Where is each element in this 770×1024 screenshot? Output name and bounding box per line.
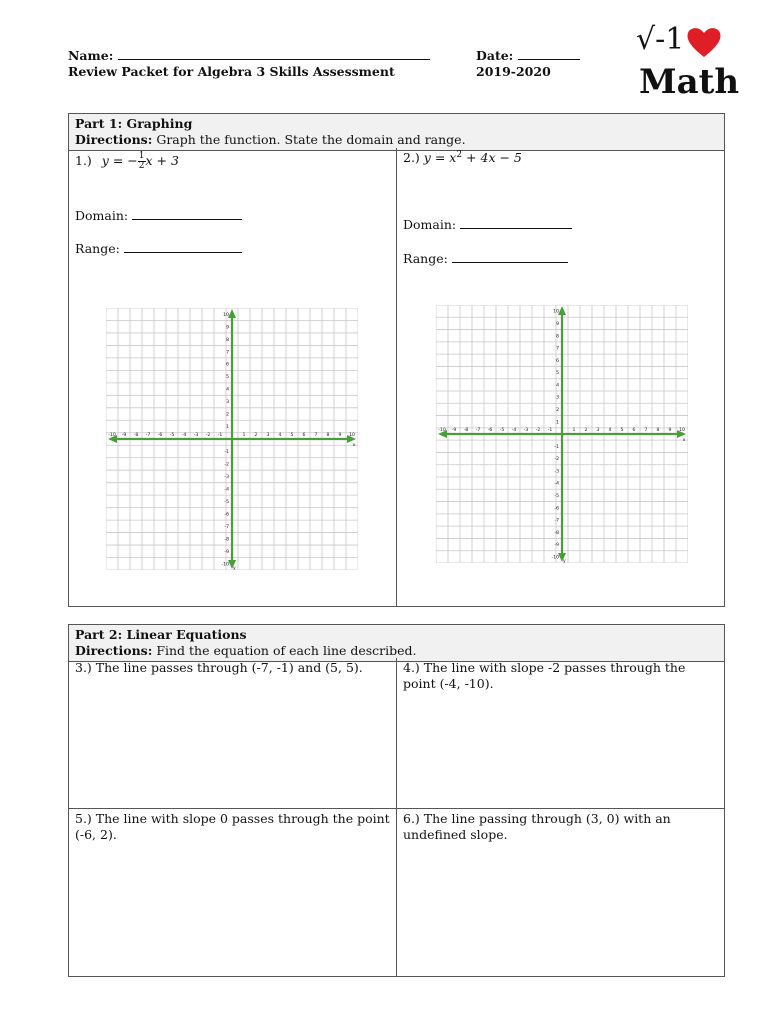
x-tick-label: -5 — [169, 433, 175, 438]
heart-icon — [686, 26, 722, 58]
y-tick-label: 1 — [556, 420, 559, 426]
y-tick-label: -1 — [224, 450, 229, 456]
problem-3-text: 3.) The line passes through (-7, -1) and (5, 5). — [75, 660, 363, 675]
x-tick-label: -7 — [475, 428, 481, 433]
domain-label: Domain: — [403, 217, 457, 232]
problem-2-range-field[interactable] — [452, 250, 568, 263]
part2-directions-label: Directions: — [75, 643, 153, 658]
coordinate-grid-2[interactable] — [436, 305, 688, 563]
problem-6-text: 6.) The line passing through (3, 0) with an undefined slope. — [403, 811, 671, 842]
x-tick-label: -4 — [511, 428, 517, 433]
y-tick-label: 8 — [226, 337, 229, 343]
x-tick-label: -3 — [193, 433, 199, 438]
problem-2-eq-tail: + 4x − 5 — [462, 150, 522, 166]
x-tick-label: -5 — [499, 428, 505, 433]
problem-1-eq-tail: x + 3 — [145, 153, 179, 168]
math-logo — [636, 22, 740, 102]
y-tick-label: 10 — [223, 312, 229, 318]
x-tick-label: 7 — [314, 433, 318, 438]
x-tick-label: -7 — [145, 433, 151, 438]
x-tick-label: -4 — [181, 433, 187, 438]
y-axis-label: y — [233, 566, 236, 570]
x-tick-label: -8 — [463, 428, 469, 433]
part1-directions-label: Directions: — [75, 132, 153, 147]
math-word: Math — [639, 62, 740, 102]
part1-header — [69, 114, 724, 151]
y-tick-label: -6 — [554, 506, 559, 512]
y-tick-label: 6 — [556, 358, 559, 364]
y-tick-label: -6 — [224, 512, 229, 518]
problem-6-cell[interactable] — [397, 809, 724, 976]
x-tick-label: 8 — [656, 428, 660, 433]
y-tick-label: 3 — [556, 395, 559, 401]
fraction-numerator: 1 — [138, 151, 145, 161]
x-tick-label: -9 — [451, 428, 457, 433]
y-tick-label: 7 — [556, 346, 559, 352]
problem-2-domain — [403, 216, 572, 232]
problem-1-fraction — [138, 152, 146, 171]
y-tick-label: 5 — [226, 375, 229, 381]
part1-divider — [396, 148, 397, 607]
x-tick-label: 7 — [644, 428, 648, 433]
date-field[interactable] — [518, 47, 580, 60]
x-tick-label: 5 — [620, 428, 624, 433]
x-tick-label: 8 — [326, 433, 330, 438]
name-line — [68, 47, 430, 63]
x-tick-label: 10 — [679, 428, 685, 433]
y-tick-label: -2 — [554, 457, 559, 463]
problem-1-domain — [75, 207, 242, 223]
y-tick-label: 7 — [226, 350, 229, 356]
x-tick-label: -2 — [535, 428, 541, 433]
y-tick-label: -3 — [224, 475, 229, 481]
date-line — [476, 47, 580, 63]
problem-5-text: 5.) The line with slope 0 passes through the point (-6, 2). — [75, 811, 390, 842]
fraction-denominator: 2 — [138, 161, 145, 171]
sqrt-neg-one-text: √-1 — [636, 22, 685, 57]
y-tick-label: -10 — [551, 555, 559, 561]
y-tick-label: -2 — [224, 462, 229, 468]
y-axis-arrow-top — [228, 309, 236, 318]
x-tick-label: 1 — [572, 428, 576, 433]
x-tick-label: 6 — [302, 433, 306, 438]
y-tick-label: 10 — [553, 309, 559, 315]
range-label: Range: — [75, 241, 120, 256]
y-tick-label: -8 — [554, 530, 559, 536]
problem-2-exponent: 2 — [456, 150, 463, 160]
part2-header — [69, 625, 724, 662]
problem-1-eq-lead: y = − — [101, 153, 138, 168]
x-tick-label: -8 — [133, 433, 139, 438]
part1-title: Part 1: Graphing — [75, 116, 193, 131]
x-tick-label: 2 — [584, 428, 588, 433]
y-tick-label: -5 — [554, 494, 559, 500]
y-tick-label: -8 — [224, 537, 229, 543]
problem-4-cell[interactable] — [397, 658, 724, 808]
x-tick-label: -1 — [217, 433, 223, 438]
y-tick-label: 4 — [226, 387, 229, 393]
y-tick-label: 3 — [226, 400, 229, 406]
domain-label: Domain: — [75, 208, 129, 223]
y-tick-label: 8 — [556, 334, 559, 340]
problem-2-domain-field[interactable] — [460, 216, 572, 229]
x-tick-label: 9 — [668, 428, 672, 433]
problem-1-number: 1.) — [75, 153, 92, 168]
x-tick-label: -10 — [438, 428, 446, 433]
y-tick-label: -4 — [554, 481, 559, 487]
x-axis-label: x — [352, 443, 356, 448]
date-label: Date: — [476, 48, 514, 63]
problem-2-eq-lead: y = x — [423, 150, 457, 166]
y-tick-label: -3 — [554, 469, 559, 475]
x-tick-label: -10 — [108, 433, 116, 438]
y-tick-label: -7 — [224, 524, 229, 530]
x-tick-label: 6 — [632, 428, 636, 433]
problem-5-cell[interactable] — [69, 809, 396, 976]
problem-1-domain-field[interactable] — [132, 207, 242, 220]
x-tick-label: 5 — [290, 433, 294, 438]
y-tick-label: -10 — [221, 562, 229, 568]
x-tick-label: -6 — [487, 428, 493, 433]
y-tick-label: -9 — [224, 549, 229, 555]
x-tick-label: 9 — [338, 433, 342, 438]
x-tick-label: -6 — [157, 433, 163, 438]
problem-2-range — [403, 250, 568, 266]
problem-1-range-field[interactable] — [124, 240, 242, 253]
x-tick-label: -9 — [121, 433, 127, 438]
problem-1-range — [75, 240, 242, 256]
part2-directions-text: Find the equation of each line described. — [156, 643, 417, 658]
x-tick-label: -2 — [205, 433, 211, 438]
x-tick-label: 2 — [254, 433, 258, 438]
y-tick-label: 5 — [556, 371, 559, 377]
x-tick-label: 10 — [349, 433, 355, 438]
y-tick-label: 9 — [226, 325, 229, 331]
problem-1-equation — [75, 152, 179, 171]
y-tick-label: 2 — [556, 408, 559, 414]
x-tick-label: 4 — [608, 428, 612, 433]
part1-directions-text: Graph the function. State the domain and range. — [156, 132, 466, 147]
y-tick-label: -4 — [224, 487, 229, 493]
y-axis-arrow-top — [558, 306, 566, 315]
name-field[interactable] — [118, 47, 430, 60]
y-tick-label: -5 — [224, 499, 229, 505]
y-tick-label: 9 — [556, 322, 559, 328]
range-label: Range: — [403, 251, 448, 266]
packet-title: Review Packet for Algebra 3 Skills Assessment — [68, 64, 395, 79]
x-tick-label: -1 — [547, 428, 553, 433]
x-tick-label: 4 — [278, 433, 282, 438]
coordinate-grid-1[interactable] — [106, 308, 358, 570]
y-tick-label: -1 — [554, 444, 559, 450]
y-tick-label: 1 — [226, 425, 229, 431]
y-tick-label: 6 — [226, 362, 229, 368]
y-tick-label: 4 — [556, 383, 559, 389]
name-label: Name: — [68, 48, 114, 63]
part2-title: Part 2: Linear Equations — [75, 627, 247, 642]
x-axis-label: x — [682, 438, 686, 443]
y-tick-label: -9 — [554, 543, 559, 549]
school-year: 2019-2020 — [476, 64, 551, 79]
problem-3-cell[interactable] — [69, 658, 396, 808]
problem-2-number: 2.) — [403, 150, 420, 166]
problem-4-text: 4.) The line with slope -2 passes through the point (-4, -10). — [403, 660, 686, 691]
x-tick-label: -3 — [523, 428, 529, 433]
y-tick-label: -7 — [554, 518, 559, 524]
y-axis-label: y — [563, 559, 566, 563]
y-tick-label: 2 — [226, 412, 229, 418]
x-tick-label: 1 — [242, 433, 246, 438]
problem-2-equation — [403, 150, 522, 165]
x-tick-label: 3 — [266, 433, 270, 438]
x-tick-label: 3 — [596, 428, 600, 433]
